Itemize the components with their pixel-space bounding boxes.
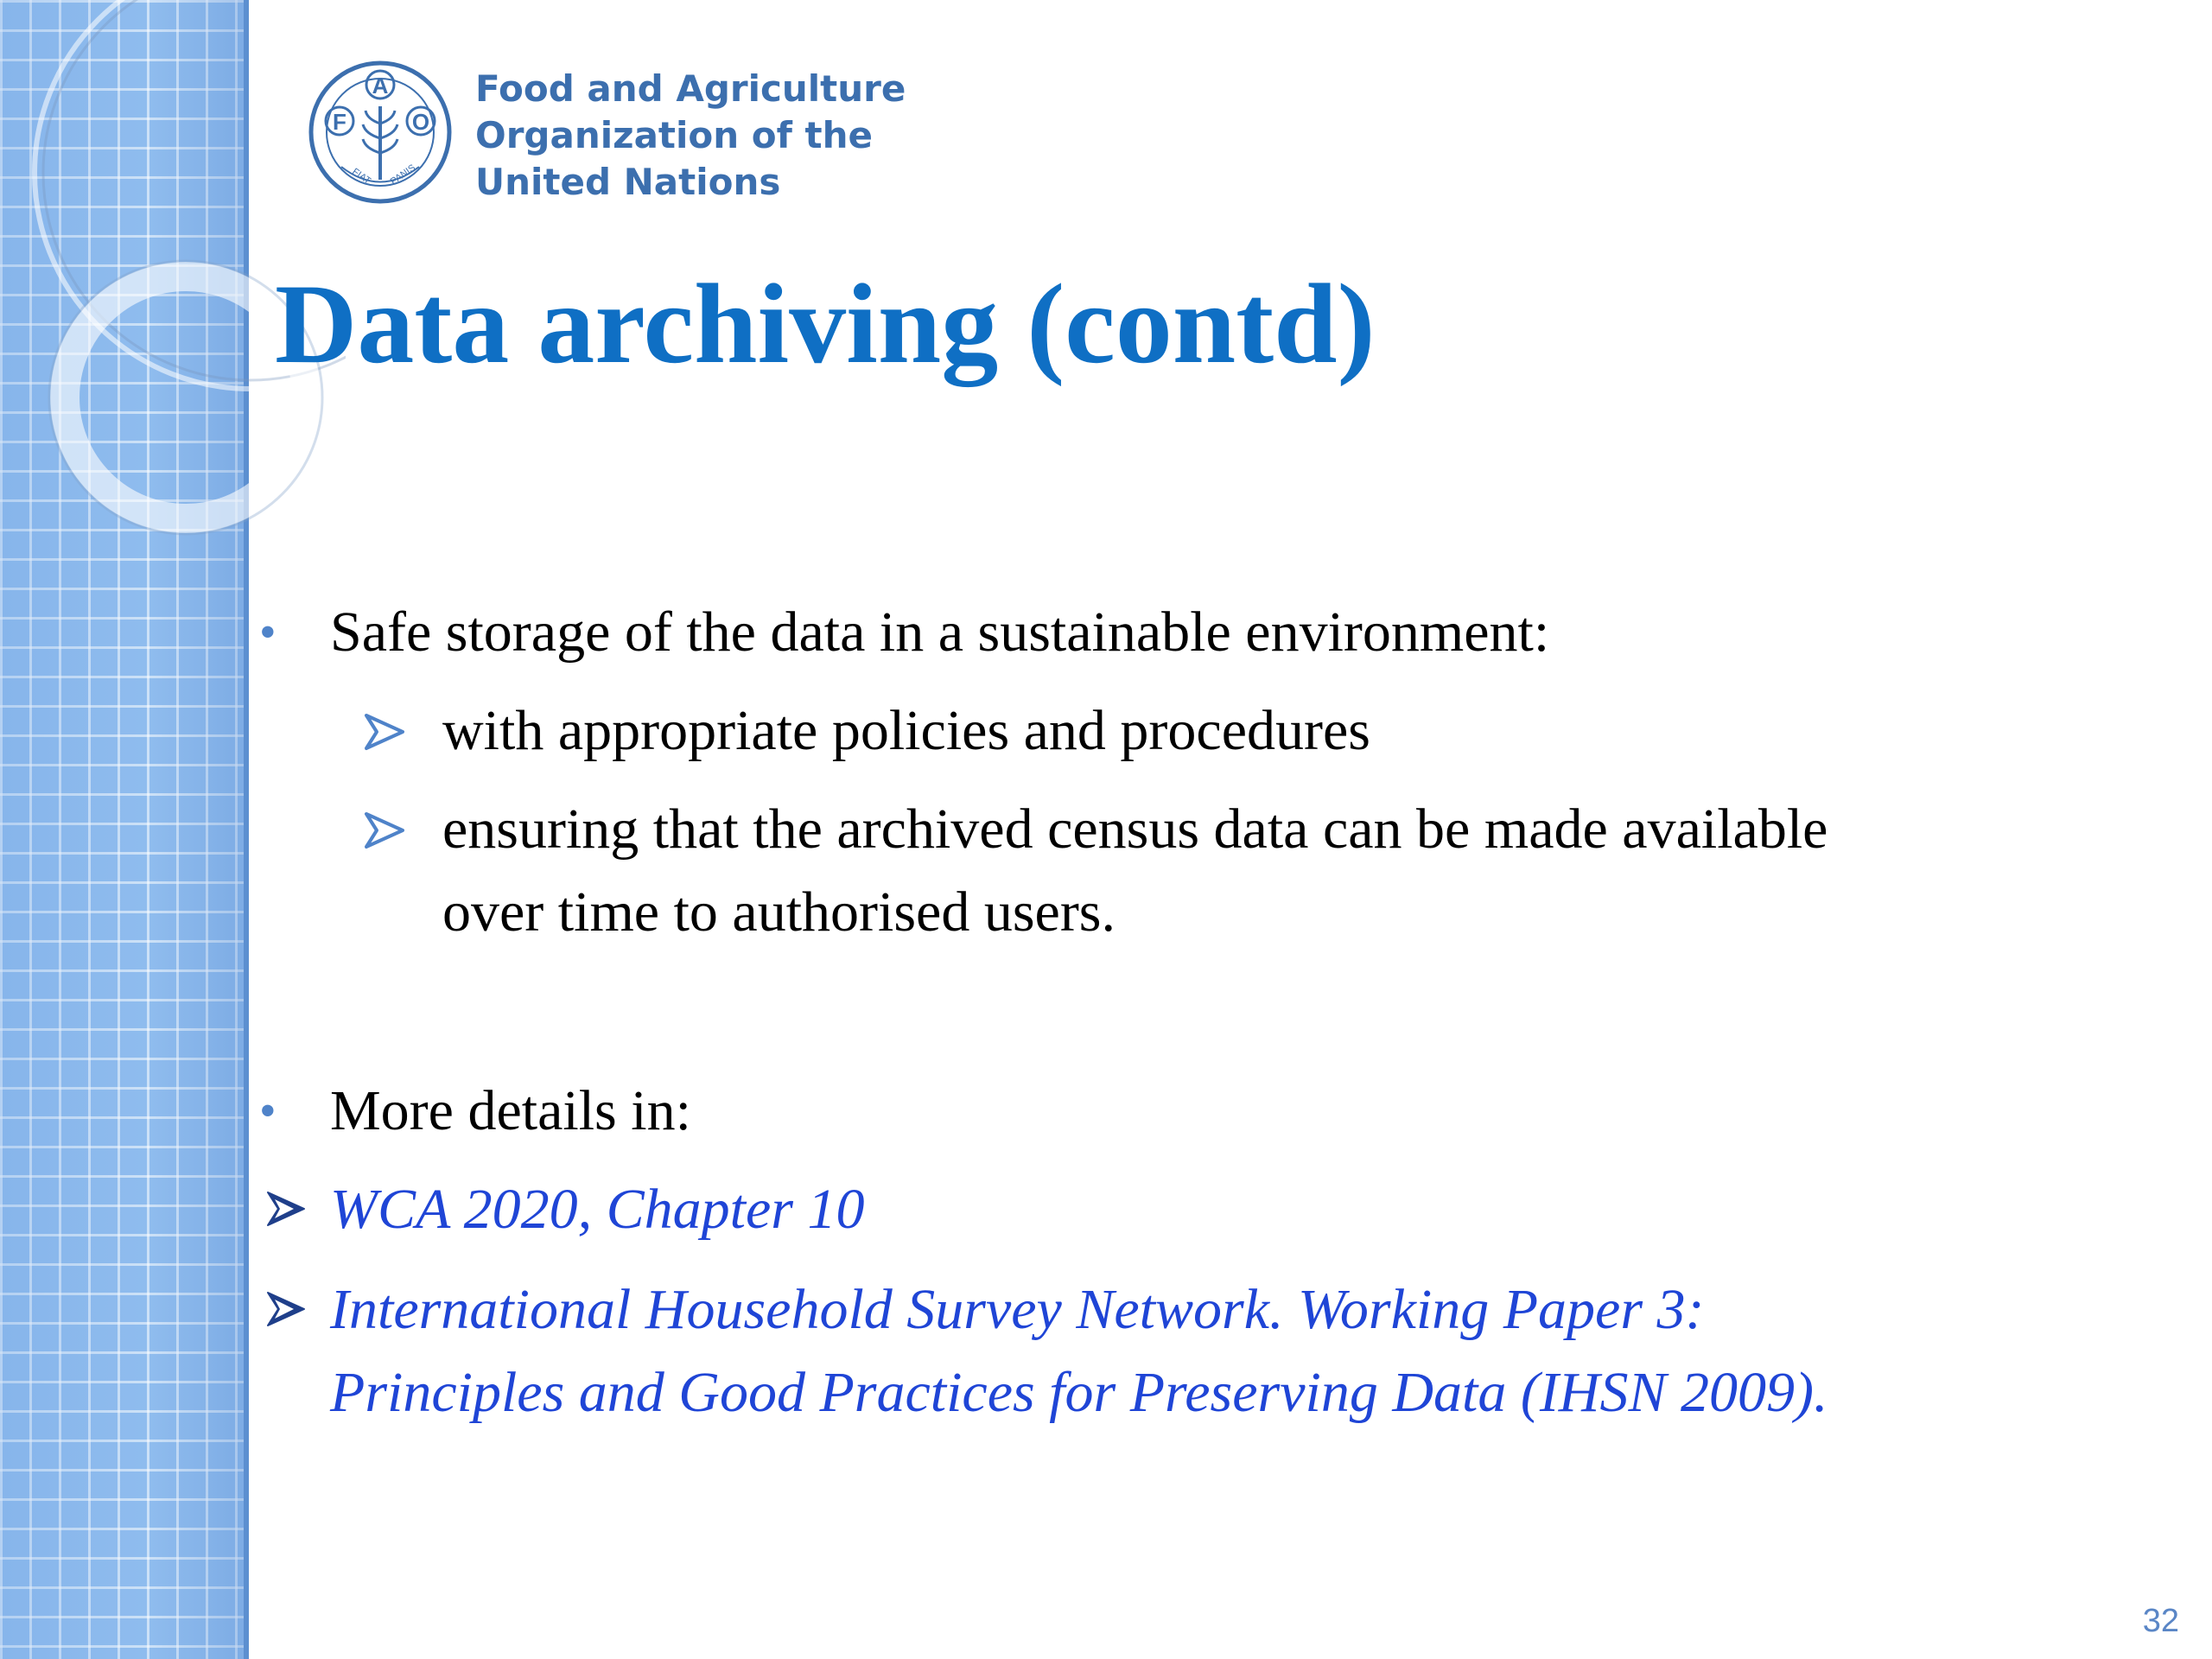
sub-bullet-text: ensuring that the archived census data can be made available bbox=[442, 798, 1828, 861]
bullet-text: Safe storage of the data in a sustainable environment: bbox=[330, 601, 1550, 664]
svg-text:F: F bbox=[333, 109, 346, 135]
arrow-bullet-icon bbox=[264, 1287, 308, 1331]
reference-link-continued[interactable]: Principles and Good Practices for Preserving Data (IHSN 2009). bbox=[330, 1361, 1828, 1424]
org-name-line: Organization of the bbox=[475, 114, 873, 156]
bullet-dot-icon: • bbox=[259, 606, 276, 659]
svg-text:A: A bbox=[372, 73, 389, 99]
bullet-text: More details in: bbox=[330, 1079, 691, 1142]
sub-bullet-text-continued: over time to authorised users. bbox=[442, 880, 1116, 944]
svg-text:PANIS: PANIS bbox=[388, 162, 418, 188]
sub-bullet-text: with appropriate policies and procedures bbox=[442, 699, 1370, 762]
svg-text:O: O bbox=[411, 109, 430, 135]
slide-title: Data archiving (contd) bbox=[275, 260, 1376, 387]
org-name-line: United Nations bbox=[475, 161, 781, 203]
reference-link[interactable]: WCA 2020, Chapter 10 bbox=[330, 1178, 865, 1241]
arrow-bullet-icon bbox=[363, 710, 406, 753]
reference-link[interactable]: International Household Survey Network. Working Paper 3: bbox=[330, 1278, 1705, 1341]
org-name-line: Food and Agriculture bbox=[475, 67, 906, 110]
arrow-bullet-icon bbox=[264, 1187, 308, 1230]
page-number: 32 bbox=[2142, 1603, 2179, 1639]
svg-text:FIAT: FIAT bbox=[350, 166, 373, 187]
arrow-bullet-icon bbox=[363, 809, 406, 852]
bullet-dot-icon: • bbox=[259, 1084, 276, 1138]
